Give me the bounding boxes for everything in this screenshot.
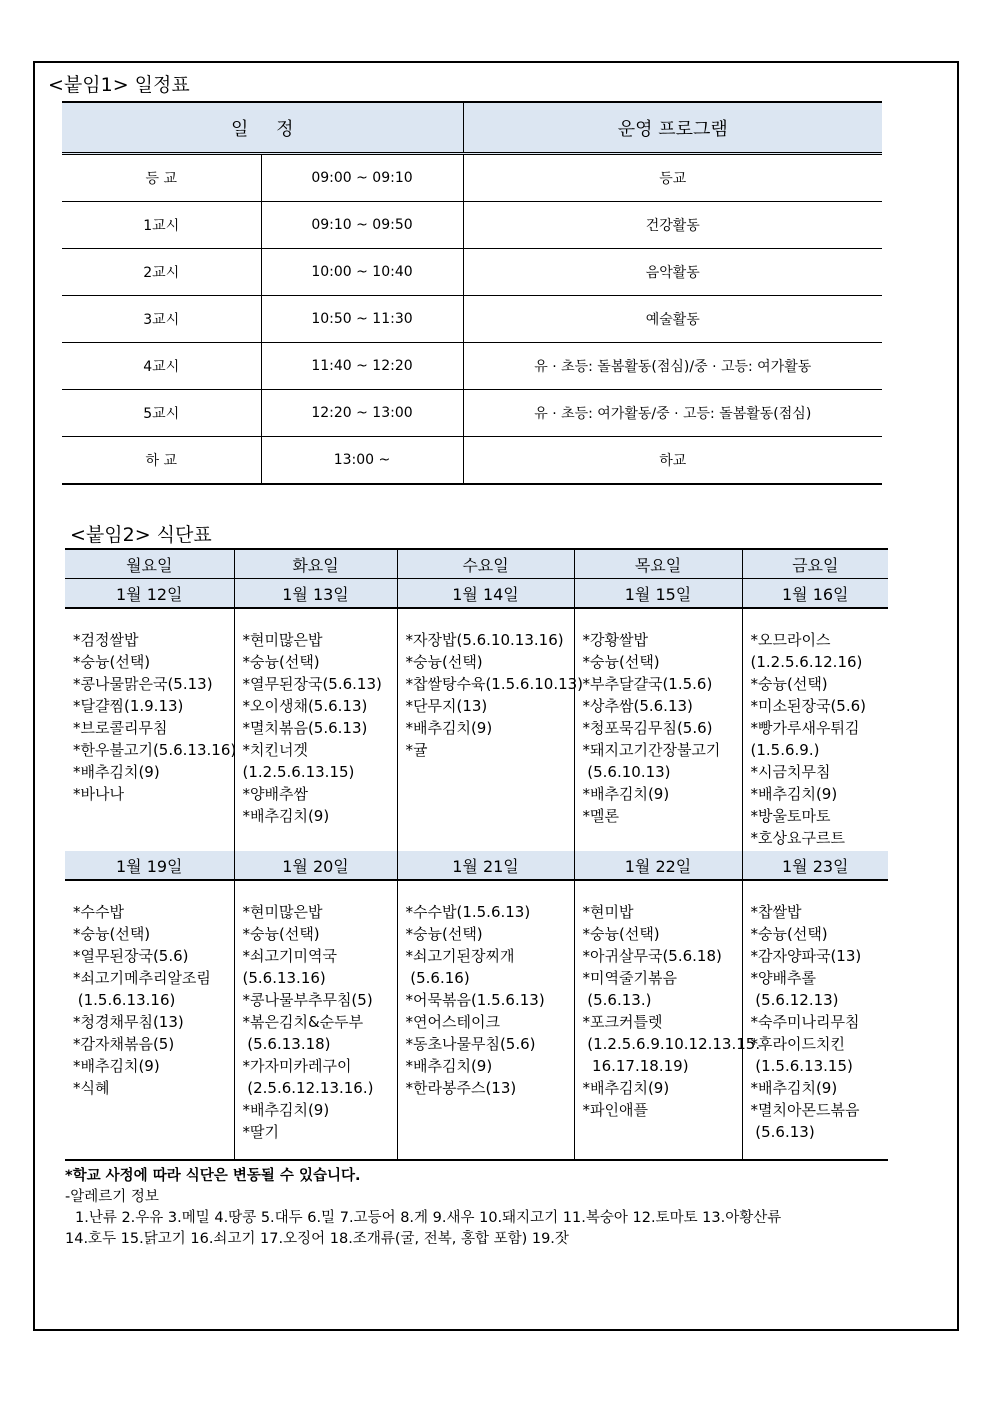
menu-item: *숭늉(선택) <box>582 653 660 671</box>
menu-day-cell <box>234 608 397 851</box>
menu-date-header: 1월 14일 <box>397 579 574 609</box>
menu-item: *숭늉(선택) <box>582 925 660 943</box>
menu-item: (5.6.12.13) <box>750 991 839 1009</box>
menu-items-row <box>65 880 888 1160</box>
menu-item: *콩나물부추무침(5) <box>242 991 373 1009</box>
menu-item: *후라이드치킨 <box>750 1035 845 1053</box>
menu-item: *파인애플 <box>582 1101 648 1119</box>
menu-item: *쇠고기메추리알조림 <box>73 969 211 987</box>
schedule-period: 등 교 <box>62 154 261 202</box>
menu-item: *오므라이스 <box>750 631 831 649</box>
menu-day-header: 화요일 <box>234 549 397 579</box>
schedule-row <box>62 249 882 296</box>
schedule-time: 10:00 ~ 10:40 <box>261 249 463 296</box>
menu-date-header: 1월 21일 <box>397 851 574 880</box>
menu-item: *배추김치(9) <box>405 1057 493 1075</box>
menu-item: *식혜 <box>73 1079 110 1097</box>
menu-date-header: 1월 23일 <box>742 851 888 880</box>
menu-item: (1.5.6.9.) <box>750 741 820 759</box>
schedule-program: 음악활동 <box>463 249 882 296</box>
menu-item: *쇠고기된장찌개 <box>405 947 515 965</box>
schedule-program: 건강활동 <box>463 202 882 249</box>
schedule-row <box>62 390 882 437</box>
allergy-title: -알레르기 정보 <box>65 1189 159 1205</box>
schedule-row <box>62 154 882 202</box>
menu-item: *단무지(13) <box>405 697 488 715</box>
menu-item: *찹쌀탕수육(1.5.6.10.13) <box>405 675 584 693</box>
notes-block <box>65 1166 781 1250</box>
menu-item: (5.6.13.) <box>582 991 652 1009</box>
menu-item: *숭늉(선택) <box>405 653 483 671</box>
menu-day-cell <box>574 880 761 1160</box>
menu-item: *배추김치(9) <box>582 1079 670 1097</box>
menu-item: (1.2.5.6.12.16) <box>750 653 863 671</box>
schedule-period: 5교시 <box>62 390 261 437</box>
menu-item: *호상요구르트 <box>750 829 845 847</box>
menu-item: *검정쌀밥 <box>73 631 139 649</box>
menu-table <box>65 548 888 1161</box>
menu-item: *아귀살무국(5.6.18) <box>582 947 722 965</box>
menu-item: (1.5.6.13.15) <box>750 1057 853 1075</box>
menu-day-cell <box>574 608 742 851</box>
schedule-period: 2교시 <box>62 249 261 296</box>
menu-item: *수수밥(1.5.6.13) <box>405 903 531 921</box>
menu-item: *바나나 <box>73 785 124 803</box>
menu-item: *콩나물맑은국(5.13) <box>73 675 213 693</box>
menu-date-header: 1월 22일 <box>574 851 742 880</box>
menu-item: *멸치볶음(5.6.13) <box>242 719 368 737</box>
schedule-time: 10:50 ~ 11:30 <box>261 296 463 343</box>
menu-item: *현미많은밥 <box>242 631 323 649</box>
menu-item: *배추김치(9) <box>582 785 670 803</box>
schedule-time: 09:00 ~ 09:10 <box>261 154 463 202</box>
schedule-header-row <box>62 102 882 154</box>
menu-title: <붙임2> 식단표 <box>70 524 212 546</box>
allergy-list-line2: 14.호두 15.닭고기 16.쇠고기 17.오징어 18.조개류(굴, 전복, 홍합 포함) 19.잣 <box>65 1231 569 1247</box>
schedule-row <box>62 437 882 485</box>
menu-item: (5.6.13.18) <box>242 1035 331 1053</box>
schedule-program: 하교 <box>463 437 882 485</box>
menu-item: *달걀찜(1.9.13) <box>73 697 184 715</box>
menu-item: (5.6.13) <box>750 1123 815 1141</box>
menu-item: *숭늉(선택) <box>73 925 151 943</box>
menu-item: *숭늉(선택) <box>73 653 151 671</box>
menu-day-header: 금요일 <box>742 549 888 579</box>
menu-item: *배추김치(9) <box>750 785 838 803</box>
menu-item: *양배추롤 <box>750 969 816 987</box>
menu-item: *숙주미나리무침 <box>750 1013 860 1031</box>
menu-item: *배추김치(9) <box>73 763 160 781</box>
menu-item: (5.6.13.16) <box>242 969 326 987</box>
menu-day-header-row <box>65 549 888 579</box>
menu-date-header: 1월 13일 <box>234 579 397 609</box>
schedule-period: 1교시 <box>62 202 261 249</box>
menu-item: *멜론 <box>582 807 619 825</box>
schedule-time: 12:20 ~ 13:00 <box>261 390 463 437</box>
menu-item: *양배추쌈 <box>242 785 308 803</box>
menu-item: *숭늉(선택) <box>242 653 320 671</box>
menu-item: (2.5.6.12.13.16.) <box>242 1079 374 1097</box>
menu-item: *찹쌀밥 <box>750 903 802 921</box>
schedule-header-program: 운영 프로그램 <box>463 102 882 154</box>
menu-item: *강황쌀밥 <box>582 631 648 649</box>
menu-items-row <box>65 608 888 851</box>
menu-item: *멸치아몬드볶음 <box>750 1101 860 1119</box>
menu-item: *브로콜리무침 <box>73 719 168 737</box>
menu-item: *포크커틀렛 <box>582 1013 663 1031</box>
schedule-title: <붙임1> 일정표 <box>48 74 190 96</box>
menu-item: *미역줄기볶음 <box>582 969 677 987</box>
menu-item: (1.5.6.13.16) <box>73 991 176 1009</box>
schedule-program: 유 · 초등: 여가활동/중 · 고등: 돌봄활동(점심) <box>463 390 882 437</box>
menu-item: *배추김치(9) <box>242 807 330 825</box>
menu-item: (1.2.5.6.9.10.12.13.15. <box>582 1035 761 1053</box>
menu-item: *수수밥 <box>73 903 124 921</box>
menu-item: *열무된장국(5.6.13) <box>242 675 382 693</box>
schedule-header-time: 일 정 <box>62 102 463 154</box>
menu-item: *시금치무침 <box>750 763 831 781</box>
menu-item: *현미밥 <box>582 903 634 921</box>
menu-date-header: 1월 20일 <box>234 851 397 880</box>
menu-item: *미소된장국(5.6) <box>750 697 867 715</box>
menu-item: *숭늉(선택) <box>750 675 828 693</box>
schedule-row <box>62 296 882 343</box>
schedule-program: 예술활동 <box>463 296 882 343</box>
menu-item: *청포묵김무침(5.6) <box>582 719 713 737</box>
menu-day-header: 수요일 <box>397 549 574 579</box>
menu-item: *동초나물무침(5.6) <box>405 1035 536 1053</box>
menu-date-header: 1월 15일 <box>574 579 742 609</box>
menu-day-cell <box>742 608 888 851</box>
menu-date-header-row <box>65 579 888 609</box>
schedule-table <box>62 101 882 485</box>
menu-date-header: 1월 12일 <box>65 579 234 609</box>
menu-item: *숭늉(선택) <box>242 925 320 943</box>
menu-item: 16.17.18.19) <box>582 1057 689 1075</box>
menu-item: *한라봉주스(13) <box>405 1079 517 1097</box>
menu-date-header: 1월 16일 <box>742 579 888 609</box>
menu-day-cell <box>742 880 888 1160</box>
menu-item: *연어스테이크 <box>405 1013 500 1031</box>
schedule-time: 09:10 ~ 09:50 <box>261 202 463 249</box>
schedule-time: 11:40 ~ 12:20 <box>261 343 463 390</box>
menu-item: *현미많은밥 <box>242 903 323 921</box>
menu-day-cell <box>65 880 234 1160</box>
menu-item: *귤 <box>405 741 428 759</box>
menu-item: *상추쌈(5.6.13) <box>582 697 693 715</box>
menu-item: *빵가루새우튀김 <box>750 719 860 737</box>
schedule-period: 하 교 <box>62 437 261 485</box>
menu-item: *한우불고기(5.6.13.16) <box>73 741 237 759</box>
menu-day-cell <box>65 608 237 851</box>
menu-day-cell <box>397 880 574 1160</box>
menu-date-header: 1월 19일 <box>65 851 234 880</box>
menu-item: *배추김치(9) <box>73 1057 160 1075</box>
schedule-row <box>62 202 882 249</box>
menu-item: *감자채볶음(5) <box>73 1035 175 1053</box>
menu-item: *어묵볶음(1.5.6.13) <box>405 991 545 1009</box>
schedule-period: 4교시 <box>62 343 261 390</box>
menu-item: *치킨너겟 <box>242 741 308 759</box>
menu-date-header-row <box>65 851 888 880</box>
menu-item: *열무된장국(5.6) <box>73 947 189 965</box>
schedule-program: 등교 <box>463 154 882 202</box>
menu-item: *딸기 <box>242 1123 279 1141</box>
menu-item: *쇠고기미역국 <box>242 947 337 965</box>
menu-item: *돼지고기간장불고기 <box>582 741 721 759</box>
menu-item: *오이생채(5.6.13) <box>242 697 368 715</box>
menu-item: (5.6.16) <box>405 969 470 987</box>
menu-item: *배추김치(9) <box>405 719 493 737</box>
menu-change-notice: *학교 사정에 따라 식단은 변동될 수 있습니다. <box>65 1168 361 1184</box>
menu-item: *숭늉(선택) <box>405 925 483 943</box>
menu-item: (1.2.5.6.13.15) <box>242 763 355 781</box>
menu-item: *방울토마토 <box>750 807 831 825</box>
menu-day-cell <box>234 880 397 1160</box>
menu-item: *감자양파국(13) <box>750 947 862 965</box>
menu-item: (5.6.10.13) <box>582 763 671 781</box>
menu-day-header: 월요일 <box>65 549 234 579</box>
schedule-period: 3교시 <box>62 296 261 343</box>
schedule-time: 13:00 ~ <box>261 437 463 485</box>
menu-item: *부추달걀국(1.5.6) <box>582 675 713 693</box>
menu-item: *볶은김치&순두부 <box>242 1013 364 1031</box>
menu-item: *배추김치(9) <box>242 1101 330 1119</box>
menu-item: *자장밥(5.6.10.13.16) <box>405 631 564 649</box>
menu-item: *배추김치(9) <box>750 1079 838 1097</box>
schedule-row <box>62 343 882 390</box>
allergy-list-line1: 1.난류 2.우유 3.메밀 4.땅콩 5.대두 6.밀 7.고등어 8.게 9.새우 10.돼지고기 11.복숭아 12.토마토 13.아황산류 <box>75 1210 782 1226</box>
menu-day-cell <box>397 608 584 851</box>
menu-day-header: 목요일 <box>574 549 742 579</box>
schedule-program: 유 · 초등: 돌봄활동(점심)/중 · 고등: 여가활동 <box>463 343 882 390</box>
menu-item: *청경채무침(13) <box>73 1013 184 1031</box>
menu-item: *가자미카레구이 <box>242 1057 352 1075</box>
menu-item: *숭늉(선택) <box>750 925 828 943</box>
